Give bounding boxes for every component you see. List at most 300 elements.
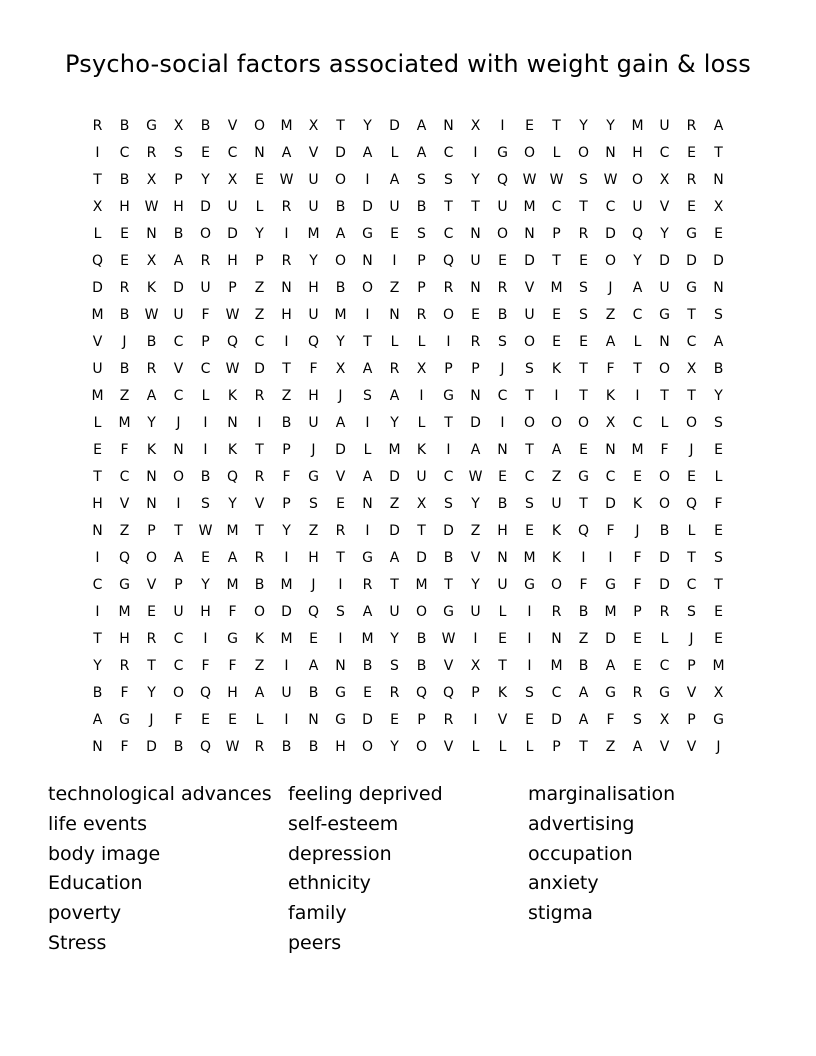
grid-cell: R	[416, 307, 427, 323]
word-item: marginalisation	[528, 783, 676, 805]
grid-cell: M	[226, 523, 239, 539]
grid-cell: D	[281, 604, 292, 620]
grid-cell: B	[659, 523, 670, 539]
grid-cell: A	[389, 388, 400, 404]
grid-cell: X	[416, 496, 427, 512]
grid-cell: T	[444, 199, 453, 215]
grid-cell: R	[362, 577, 373, 593]
grid-cell: Y	[390, 739, 399, 755]
grid-cell: B	[200, 118, 211, 134]
word-item: peers	[288, 931, 342, 954]
grid-cell: E	[525, 118, 534, 134]
grid-cell: V	[443, 658, 454, 674]
grid-cell: M	[280, 577, 293, 593]
grid-cell: N	[173, 442, 184, 458]
grid-cell: V	[335, 469, 346, 485]
grid-cell: E	[498, 631, 507, 647]
grid-row	[84, 464, 732, 491]
grid-cell: I	[527, 658, 532, 674]
grid-cell: G	[335, 685, 346, 701]
grid-cell: A	[389, 172, 400, 188]
grid-cell: P	[444, 361, 453, 377]
grid-cell: W	[468, 469, 483, 485]
grid-cell: A	[578, 685, 589, 701]
grid-cell: C	[686, 334, 697, 350]
grid-cell: L	[417, 334, 426, 350]
word-item: depression	[288, 842, 392, 865]
grid-cell: B	[335, 199, 346, 215]
grid-cell: U	[497, 199, 508, 215]
grid-cell: V	[254, 496, 265, 512]
grid-cell: Q	[685, 496, 698, 512]
grid-cell: T	[714, 577, 723, 593]
grid-cell: N	[362, 496, 373, 512]
letter-grid	[84, 113, 732, 761]
grid-row	[84, 248, 732, 275]
grid-cell: N	[92, 523, 103, 539]
grid-cell: Q	[496, 172, 509, 188]
grid-cell: L	[93, 226, 102, 242]
grid-cell: F	[201, 658, 210, 674]
grid-cell: L	[93, 415, 102, 431]
grid-cell: R	[254, 469, 265, 485]
grid-cell: B	[362, 658, 373, 674]
grid-cell: B	[416, 199, 427, 215]
grid-cell: T	[633, 361, 642, 377]
grid-cell: H	[173, 199, 184, 215]
grid-cell: I	[500, 118, 505, 134]
grid-cell: X	[146, 253, 157, 269]
grid-cell: A	[578, 712, 589, 728]
grid-cell: Q	[415, 685, 428, 701]
grid-cell: B	[92, 685, 103, 701]
grid-cell: Y	[579, 118, 588, 134]
grid-cell: F	[228, 658, 237, 674]
grid-cell: Q	[199, 739, 212, 755]
grid-cell: Q	[442, 685, 455, 701]
grid-cell: F	[120, 685, 129, 701]
grid-cell: I	[554, 388, 559, 404]
grid-cell: T	[525, 388, 534, 404]
grid-cell: B	[281, 415, 292, 431]
grid-cell: Z	[389, 280, 400, 296]
grid-cell: E	[309, 631, 318, 647]
grid-cell: M	[280, 118, 293, 134]
grid-cell: X	[659, 712, 670, 728]
grid-cell: R	[254, 739, 265, 755]
grid-cell: D	[659, 550, 670, 566]
grid-cell: O	[658, 361, 671, 377]
grid-cell: F	[309, 361, 318, 377]
grid-cell: O	[577, 145, 590, 161]
grid-cell: Z	[254, 280, 265, 296]
grid-cell: A	[632, 739, 643, 755]
grid-cell: I	[176, 496, 181, 512]
grid-cell: J	[122, 334, 127, 350]
grid-cell: G	[497, 145, 508, 161]
grid-cell: P	[552, 739, 561, 755]
grid-cell: X	[659, 172, 670, 188]
grid-cell: I	[365, 307, 370, 323]
grid-cell: U	[308, 415, 319, 431]
grid-cell: C	[200, 361, 211, 377]
grid-cell: C	[632, 307, 643, 323]
grid-cell: P	[552, 226, 561, 242]
grid-cell: D	[524, 253, 535, 269]
grid-cell: E	[120, 226, 129, 242]
grid-cell: T	[525, 442, 534, 458]
grid-cell: T	[363, 334, 372, 350]
grid-cell: M	[550, 658, 563, 674]
grid-cell: A	[389, 550, 400, 566]
word-item: stigma	[528, 902, 593, 925]
grid-cell: U	[308, 199, 319, 215]
grid-row	[84, 653, 732, 680]
grid-cell: B	[335, 280, 346, 296]
grid-cell: X	[605, 415, 616, 431]
grid-cell: S	[390, 658, 399, 674]
grid-cell: C	[605, 199, 616, 215]
grid-cell: N	[497, 550, 508, 566]
grid-cell: Z	[119, 388, 130, 404]
grid-row	[84, 437, 732, 464]
grid-cell: R	[335, 523, 346, 539]
grid-cell: V	[173, 361, 184, 377]
grid-cell: M	[388, 442, 401, 458]
grid-row	[84, 113, 732, 140]
grid-cell: X	[713, 685, 724, 701]
grid-cell: F	[228, 604, 237, 620]
grid-cell: Y	[228, 496, 237, 512]
grid-cell: E	[471, 307, 480, 323]
grid-cell: T	[255, 442, 264, 458]
grid-cell: I	[338, 577, 343, 593]
grid-cell: I	[203, 415, 208, 431]
grid-cell: V	[497, 712, 508, 728]
grid-cell: S	[687, 604, 696, 620]
grid-cell: E	[687, 145, 696, 161]
grid-cell: G	[578, 469, 589, 485]
grid-cell: F	[606, 712, 615, 728]
grid-cell: C	[173, 658, 184, 674]
grid-cell: P	[147, 523, 156, 539]
grid-row	[84, 680, 732, 707]
word-item: feeling deprived	[288, 783, 443, 805]
grid-cell: N	[605, 442, 616, 458]
grid-cell: C	[92, 577, 103, 593]
grid-row	[84, 572, 732, 599]
grid-cell: J	[149, 712, 154, 728]
grid-cell: G	[659, 307, 670, 323]
grid-cell: R	[254, 550, 265, 566]
grid-cell: H	[308, 280, 319, 296]
grid-cell: N	[227, 415, 238, 431]
grid-cell: C	[443, 226, 454, 242]
grid-cell: W	[225, 361, 240, 377]
grid-cell: I	[284, 712, 289, 728]
grid-cell: R	[200, 253, 211, 269]
grid-cell: M	[91, 307, 104, 323]
grid-cell: U	[389, 604, 400, 620]
grid-cell: C	[659, 658, 670, 674]
grid-cell: E	[714, 631, 723, 647]
grid-cell: F	[660, 442, 669, 458]
grid-cell: B	[173, 226, 184, 242]
grid-cell: O	[685, 415, 698, 431]
grid-cell: A	[254, 685, 265, 701]
grid-cell: E	[201, 550, 210, 566]
grid-cell: M	[307, 226, 320, 242]
grid-cell: O	[172, 469, 185, 485]
grid-cell: I	[257, 415, 262, 431]
grid-cell: A	[470, 442, 481, 458]
grid-cell: P	[174, 172, 183, 188]
grid-cell: A	[713, 334, 724, 350]
grid-cell: V	[659, 739, 670, 755]
grid-cell: W	[225, 307, 240, 323]
grid-cell: J	[338, 388, 343, 404]
grid-cell: M	[523, 550, 536, 566]
grid-cell: D	[200, 199, 211, 215]
grid-cell: S	[579, 307, 588, 323]
grid-cell: C	[119, 145, 130, 161]
grid-cell: C	[443, 145, 454, 161]
grid-cell: Y	[147, 685, 156, 701]
grid-cell: L	[363, 442, 372, 458]
grid-cell: I	[500, 415, 505, 431]
word-item: body image	[48, 842, 161, 865]
grid-cell: Z	[605, 739, 616, 755]
grid-cell: E	[714, 226, 723, 242]
grid-cell: L	[552, 145, 561, 161]
grid-cell: I	[365, 415, 370, 431]
grid-cell: H	[308, 550, 319, 566]
grid-cell: I	[446, 442, 451, 458]
grid-cell: H	[200, 604, 211, 620]
grid-row	[84, 167, 732, 194]
grid-cell: E	[714, 604, 723, 620]
grid-cell: E	[633, 469, 642, 485]
grid-cell: I	[95, 550, 100, 566]
grid-cell: A	[362, 604, 373, 620]
grid-cell: R	[578, 226, 589, 242]
grid-cell: G	[119, 577, 130, 593]
grid-cell: O	[523, 415, 536, 431]
grid-cell: B	[119, 172, 130, 188]
grid-cell: D	[254, 361, 265, 377]
grid-cell: Y	[363, 118, 372, 134]
grid-cell: T	[255, 523, 264, 539]
grid-cell: G	[686, 280, 697, 296]
grid-cell: R	[497, 280, 508, 296]
grid-cell: R	[119, 280, 130, 296]
grid-cell: H	[119, 199, 130, 215]
grid-cell: O	[658, 496, 671, 512]
grid-cell: A	[362, 361, 373, 377]
grid-cell: D	[605, 226, 616, 242]
grid-cell: B	[578, 604, 589, 620]
grid-cell: M	[631, 442, 644, 458]
word-column	[48, 780, 288, 959]
grid-cell: T	[336, 118, 345, 134]
grid-cell: B	[200, 469, 211, 485]
grid-cell: V	[470, 550, 481, 566]
grid-cell: N	[497, 442, 508, 458]
grid-cell: P	[228, 280, 237, 296]
grid-cell: N	[659, 334, 670, 350]
grid-cell: K	[254, 631, 265, 647]
grid-cell: M	[523, 199, 536, 215]
grid-cell: I	[95, 145, 100, 161]
grid-cell: U	[281, 685, 292, 701]
grid-cell: L	[390, 145, 399, 161]
grid-cell: B	[497, 307, 508, 323]
grid-cell: T	[714, 145, 723, 161]
grid-cell: U	[173, 307, 184, 323]
grid-cell: V	[686, 685, 697, 701]
grid-cell: S	[309, 496, 318, 512]
grid-cell: Q	[307, 334, 320, 350]
grid-cell: X	[470, 658, 481, 674]
grid-cell: R	[281, 199, 292, 215]
grid-cell: N	[146, 226, 157, 242]
grid-cell: R	[146, 145, 157, 161]
grid-cell: V	[119, 496, 130, 512]
grid-cell: G	[146, 118, 157, 134]
grid-cell: O	[145, 550, 158, 566]
grid-cell: N	[524, 226, 535, 242]
grid-cell: A	[713, 118, 724, 134]
word-item: ethnicity	[288, 872, 371, 895]
word-item: Education	[48, 872, 143, 895]
grid-cell: D	[335, 145, 346, 161]
grid-cell: R	[389, 361, 400, 377]
grid-cell: H	[497, 523, 508, 539]
grid-cell: B	[578, 658, 589, 674]
grid-cell: Y	[390, 415, 399, 431]
grid-cell: B	[173, 739, 184, 755]
grid-cell: T	[687, 307, 696, 323]
grid-cell: I	[95, 604, 100, 620]
grid-cell: E	[255, 172, 264, 188]
grid-cell: P	[417, 280, 426, 296]
grid-cell: U	[632, 199, 643, 215]
grid-cell: R	[443, 280, 454, 296]
grid-cell: D	[605, 496, 616, 512]
grid-cell: S	[444, 172, 453, 188]
grid-cell: K	[551, 523, 562, 539]
grid-cell: Z	[254, 307, 265, 323]
grid-cell: A	[146, 388, 157, 404]
grid-cell: D	[551, 712, 562, 728]
grid-cell: B	[119, 118, 130, 134]
grid-row	[84, 734, 732, 761]
grid-cell: F	[201, 307, 210, 323]
grid-cell: M	[118, 604, 131, 620]
grid-cell: C	[605, 469, 616, 485]
grid-cell: W	[198, 523, 213, 539]
grid-cell: L	[498, 739, 507, 755]
grid-cell: J	[176, 415, 181, 431]
grid-cell: T	[471, 199, 480, 215]
grid-cell: G	[605, 577, 616, 593]
grid-cell: P	[417, 712, 426, 728]
grid-cell: W	[225, 739, 240, 755]
grid-cell: E	[147, 604, 156, 620]
grid-cell: X	[470, 118, 481, 134]
grid-cell: S	[714, 415, 723, 431]
grid-row	[84, 140, 732, 167]
grid-cell: C	[443, 469, 454, 485]
grid-cell: U	[497, 577, 508, 593]
grid-cell: E	[633, 631, 642, 647]
grid-cell: I	[203, 631, 208, 647]
grid-cell: S	[174, 145, 183, 161]
grid-cell: R	[443, 712, 454, 728]
grid-row	[84, 410, 732, 437]
grid-cell: V	[308, 145, 319, 161]
grid-cell: R	[686, 172, 697, 188]
grid-cell: O	[577, 415, 590, 431]
grid-cell: E	[579, 442, 588, 458]
grid-cell: T	[147, 658, 156, 674]
grid-cell: A	[281, 145, 292, 161]
word-item: Stress	[48, 931, 107, 954]
grid-cell: R	[281, 253, 292, 269]
grid-cell: I	[527, 604, 532, 620]
grid-cell: I	[473, 145, 478, 161]
grid-cell: D	[362, 199, 373, 215]
grid-cell: O	[523, 145, 536, 161]
grid-cell: E	[579, 253, 588, 269]
grid-cell: N	[335, 658, 346, 674]
grid-cell: U	[308, 307, 319, 323]
grid-cell: Q	[307, 604, 320, 620]
grid-cell: R	[632, 685, 643, 701]
grid-cell: O	[415, 604, 428, 620]
grid-cell: U	[659, 280, 670, 296]
grid-cell: G	[308, 469, 319, 485]
grid-cell: R	[146, 361, 157, 377]
grid-cell: H	[281, 307, 292, 323]
grid-cell: C	[551, 685, 562, 701]
grid-cell: G	[362, 550, 373, 566]
grid-cell: B	[146, 334, 157, 350]
grid-cell: X	[335, 361, 346, 377]
grid-cell: P	[417, 253, 426, 269]
grid-cell: G	[119, 712, 130, 728]
grid-cell: U	[308, 172, 319, 188]
grid-cell: Q	[91, 253, 104, 269]
grid-cell: A	[605, 334, 616, 350]
grid-cell: H	[632, 145, 643, 161]
grid-cell: O	[361, 280, 374, 296]
grid-row	[84, 329, 732, 356]
grid-cell: M	[226, 577, 239, 593]
grid-cell: X	[416, 361, 427, 377]
grid-cell: M	[604, 604, 617, 620]
grid-cell: R	[92, 118, 103, 134]
grid-cell: E	[363, 685, 372, 701]
grid-cell: W	[549, 172, 564, 188]
grid-cell: M	[280, 631, 293, 647]
grid-cell: T	[552, 118, 561, 134]
grid-cell: C	[227, 145, 238, 161]
grid-cell: I	[608, 550, 613, 566]
grid-cell: F	[633, 577, 642, 593]
grid-cell: N	[389, 307, 400, 323]
grid-cell: D	[470, 415, 481, 431]
